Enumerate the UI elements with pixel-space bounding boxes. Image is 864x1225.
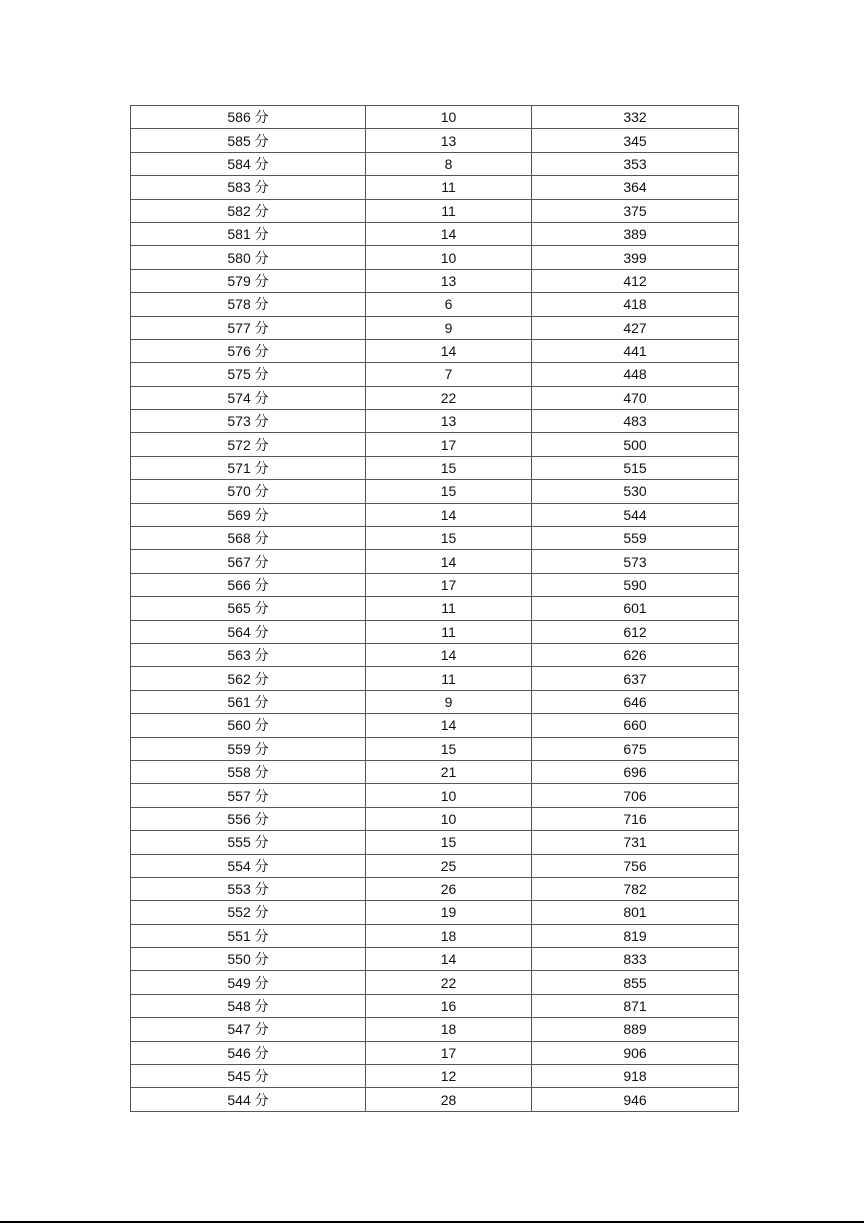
score-cell: 579 分 [131, 269, 366, 292]
table-row [131, 901, 739, 924]
table-row [131, 363, 739, 386]
cumulative-count-cell: 675 [532, 737, 739, 760]
count-cell: 11 [366, 176, 532, 199]
score-cell: 578 分 [131, 293, 366, 316]
table-row [131, 620, 739, 643]
score-cell: 562 分 [131, 667, 366, 690]
score-cell: 571 分 [131, 456, 366, 479]
table-row [131, 807, 739, 830]
table-row [131, 222, 739, 245]
count-cell: 15 [366, 480, 532, 503]
table-row [131, 1088, 739, 1111]
count-cell: 13 [366, 129, 532, 152]
table-row [131, 316, 739, 339]
score-cell: 572 分 [131, 433, 366, 456]
score-cell: 567 分 [131, 550, 366, 573]
count-cell: 13 [366, 269, 532, 292]
table-row [131, 410, 739, 433]
score-cell: 574 分 [131, 386, 366, 409]
cumulative-count-cell: 918 [532, 1065, 739, 1088]
cumulative-count-cell: 612 [532, 620, 739, 643]
table-row [131, 129, 739, 152]
table-row [131, 994, 739, 1017]
count-cell: 18 [366, 1018, 532, 1041]
score-cell: 585 分 [131, 129, 366, 152]
count-cell: 9 [366, 316, 532, 339]
score-cell: 575 分 [131, 363, 366, 386]
table-row [131, 690, 739, 713]
score-cell: 547 分 [131, 1018, 366, 1041]
score-cell: 576 分 [131, 339, 366, 362]
count-cell: 13 [366, 410, 532, 433]
count-cell: 7 [366, 363, 532, 386]
count-cell: 10 [366, 246, 532, 269]
cumulative-count-cell: 515 [532, 456, 739, 479]
table-row [131, 597, 739, 620]
score-cell: 550 分 [131, 948, 366, 971]
cumulative-count-cell: 573 [532, 550, 739, 573]
cumulative-count-cell: 801 [532, 901, 739, 924]
score-cell: 551 分 [131, 924, 366, 947]
table-row [131, 269, 739, 292]
count-cell: 14 [366, 643, 532, 666]
score-cell: 553 分 [131, 877, 366, 900]
table-body [131, 106, 739, 1112]
count-cell: 22 [366, 971, 532, 994]
count-cell: 15 [366, 527, 532, 550]
count-cell: 11 [366, 620, 532, 643]
cumulative-count-cell: 637 [532, 667, 739, 690]
table-row [131, 854, 739, 877]
score-cell: 570 分 [131, 480, 366, 503]
cumulative-count-cell: 483 [532, 410, 739, 433]
cumulative-count-cell: 448 [532, 363, 739, 386]
cumulative-count-cell: 470 [532, 386, 739, 409]
score-cell: 552 分 [131, 901, 366, 924]
cumulative-count-cell: 696 [532, 760, 739, 783]
count-cell: 11 [366, 199, 532, 222]
score-cell: 549 分 [131, 971, 366, 994]
table-row [131, 714, 739, 737]
cumulative-count-cell: 660 [532, 714, 739, 737]
cumulative-count-cell: 626 [532, 643, 739, 666]
table-row [131, 643, 739, 666]
table-row [131, 106, 739, 129]
score-cell: 583 分 [131, 176, 366, 199]
score-cell: 548 分 [131, 994, 366, 1017]
cumulative-count-cell: 756 [532, 854, 739, 877]
table-row [131, 293, 739, 316]
table-row [131, 831, 739, 854]
cumulative-count-cell: 412 [532, 269, 739, 292]
cumulative-count-cell: 819 [532, 924, 739, 947]
cumulative-count-cell: 375 [532, 199, 739, 222]
cumulative-count-cell: 646 [532, 690, 739, 713]
score-cell: 568 分 [131, 527, 366, 550]
cumulative-count-cell: 601 [532, 597, 739, 620]
table-row [131, 339, 739, 362]
score-cell: 555 分 [131, 831, 366, 854]
score-cell: 554 分 [131, 854, 366, 877]
table-row [131, 737, 739, 760]
count-cell: 16 [366, 994, 532, 1017]
score-cell: 563 分 [131, 643, 366, 666]
table-row [131, 948, 739, 971]
cumulative-count-cell: 782 [532, 877, 739, 900]
count-cell: 17 [366, 433, 532, 456]
table-row [131, 386, 739, 409]
cumulative-count-cell: 889 [532, 1018, 739, 1041]
cumulative-count-cell: 906 [532, 1041, 739, 1064]
count-cell: 14 [366, 222, 532, 245]
score-cell: 581 分 [131, 222, 366, 245]
count-cell: 6 [366, 293, 532, 316]
table-row [131, 784, 739, 807]
table-row [131, 877, 739, 900]
count-cell: 12 [366, 1065, 532, 1088]
score-cell: 584 分 [131, 152, 366, 175]
count-cell: 10 [366, 106, 532, 129]
score-cell: 558 分 [131, 760, 366, 783]
count-cell: 15 [366, 831, 532, 854]
count-cell: 17 [366, 1041, 532, 1064]
count-cell: 26 [366, 877, 532, 900]
count-cell: 15 [366, 456, 532, 479]
cumulative-count-cell: 946 [532, 1088, 739, 1111]
table-row [131, 971, 739, 994]
cumulative-count-cell: 855 [532, 971, 739, 994]
score-cell: 564 分 [131, 620, 366, 643]
cumulative-count-cell: 716 [532, 807, 739, 830]
table-row [131, 152, 739, 175]
count-cell: 10 [366, 807, 532, 830]
score-cell: 545 分 [131, 1065, 366, 1088]
table-row [131, 199, 739, 222]
score-cell: 557 分 [131, 784, 366, 807]
count-cell: 14 [366, 339, 532, 362]
count-cell: 19 [366, 901, 532, 924]
page-bottom-border [0, 1221, 864, 1223]
table-row [131, 433, 739, 456]
cumulative-count-cell: 833 [532, 948, 739, 971]
score-cell: 580 分 [131, 246, 366, 269]
table-row [131, 480, 739, 503]
cumulative-count-cell: 427 [532, 316, 739, 339]
score-cell: 544 分 [131, 1088, 366, 1111]
cumulative-count-cell: 500 [532, 433, 739, 456]
score-cell: 569 分 [131, 503, 366, 526]
cumulative-count-cell: 389 [532, 222, 739, 245]
score-cell: 565 分 [131, 597, 366, 620]
table-row [131, 667, 739, 690]
count-cell: 25 [366, 854, 532, 877]
score-cell: 560 分 [131, 714, 366, 737]
cumulative-count-cell: 731 [532, 831, 739, 854]
count-cell: 9 [366, 690, 532, 713]
score-cell: 559 分 [131, 737, 366, 760]
table-row [131, 456, 739, 479]
count-cell: 22 [366, 386, 532, 409]
table-row [131, 760, 739, 783]
count-cell: 11 [366, 667, 532, 690]
score-cell: 586 分 [131, 106, 366, 129]
score-distribution-table [130, 105, 739, 1112]
count-cell: 14 [366, 503, 532, 526]
count-cell: 14 [366, 550, 532, 573]
score-cell: 582 分 [131, 199, 366, 222]
table-row [131, 246, 739, 269]
count-cell: 15 [366, 737, 532, 760]
cumulative-count-cell: 364 [532, 176, 739, 199]
cumulative-count-cell: 353 [532, 152, 739, 175]
table-row [131, 1065, 739, 1088]
table-row [131, 550, 739, 573]
score-cell: 577 分 [131, 316, 366, 339]
cumulative-count-cell: 399 [532, 246, 739, 269]
table-row [131, 176, 739, 199]
cumulative-count-cell: 332 [532, 106, 739, 129]
table-row [131, 573, 739, 596]
cumulative-count-cell: 706 [532, 784, 739, 807]
score-cell: 573 分 [131, 410, 366, 433]
count-cell: 18 [366, 924, 532, 947]
cumulative-count-cell: 530 [532, 480, 739, 503]
table-row [131, 1018, 739, 1041]
count-cell: 14 [366, 714, 532, 737]
count-cell: 14 [366, 948, 532, 971]
count-cell: 28 [366, 1088, 532, 1111]
count-cell: 10 [366, 784, 532, 807]
cumulative-count-cell: 345 [532, 129, 739, 152]
cumulative-count-cell: 418 [532, 293, 739, 316]
table-row [131, 527, 739, 550]
cumulative-count-cell: 559 [532, 527, 739, 550]
cumulative-count-cell: 871 [532, 994, 739, 1017]
count-cell: 17 [366, 573, 532, 596]
table-row [131, 503, 739, 526]
count-cell: 8 [366, 152, 532, 175]
count-cell: 11 [366, 597, 532, 620]
cumulative-count-cell: 544 [532, 503, 739, 526]
table-row [131, 1041, 739, 1064]
score-cell: 556 分 [131, 807, 366, 830]
count-cell: 21 [366, 760, 532, 783]
score-cell: 561 分 [131, 690, 366, 713]
cumulative-count-cell: 441 [532, 339, 739, 362]
score-cell: 546 分 [131, 1041, 366, 1064]
score-cell: 566 分 [131, 573, 366, 596]
table-row [131, 924, 739, 947]
cumulative-count-cell: 590 [532, 573, 739, 596]
